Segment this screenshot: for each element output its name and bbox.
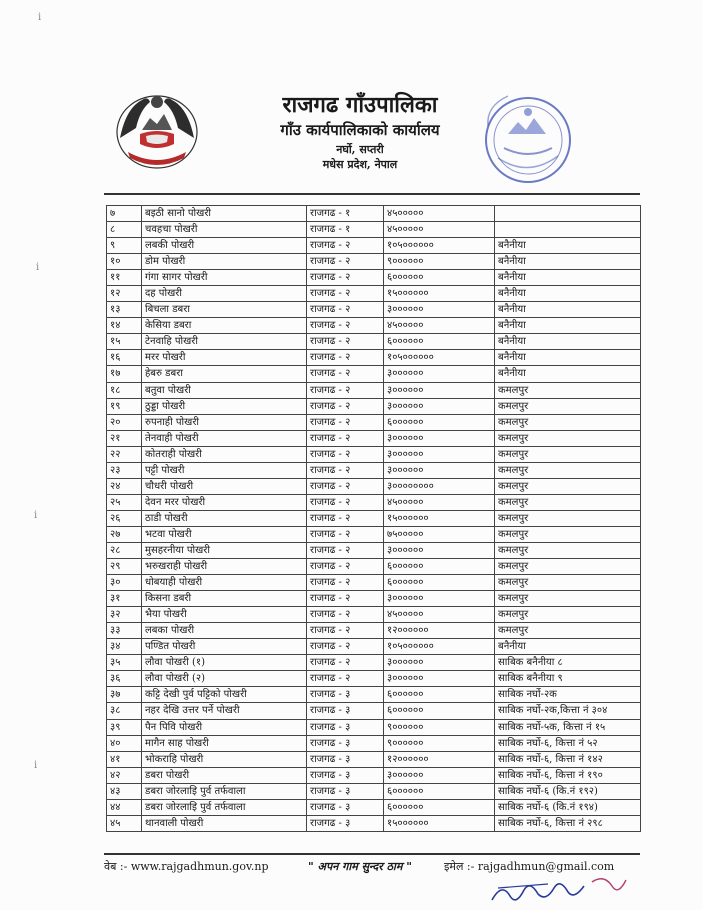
pond-name-cell: पैन पिवि पोखरी <box>142 719 307 735</box>
amount-cell: ६०००००० <box>384 270 495 286</box>
amount-cell: ३०००००० <box>384 542 495 558</box>
address-line-1: नर्घो, सप्तरी <box>336 143 384 156</box>
header-divider <box>104 193 640 195</box>
table-row <box>107 671 641 687</box>
ward-cell: राजगढ - २ <box>307 575 384 591</box>
amount-cell: ३०००००० <box>384 655 495 671</box>
pond-name-cell: डोम पोखरी <box>142 254 307 270</box>
ward-cell: राजगढ - २ <box>307 270 384 286</box>
pond-name-cell: बइठी सानो पोखरी <box>142 206 307 222</box>
remark-cell: बनैनीया <box>495 270 641 286</box>
amount-cell: १०५०००००० <box>384 238 495 254</box>
pond-name-cell: पण्डित पोखरी <box>142 639 307 655</box>
serial-number-cell: ४३ <box>107 783 142 799</box>
amount-cell: ३०००००० <box>384 302 495 318</box>
amount-cell: १२०००००० <box>384 623 495 639</box>
table-row <box>107 607 641 623</box>
table-row <box>107 494 641 510</box>
serial-number-cell: ३० <box>107 575 142 591</box>
office-stamp <box>468 86 580 198</box>
remark-cell: साबिक नर्घो-५क, कित्ता नं १५ <box>495 719 641 735</box>
amount-cell: ४५००००० <box>384 607 495 623</box>
serial-number-cell: ३७ <box>107 687 142 703</box>
ward-cell: राजगढ - ३ <box>307 783 384 799</box>
serial-number-cell: १६ <box>107 350 142 366</box>
ward-cell: राजगढ - २ <box>307 494 384 510</box>
serial-number-cell: ४२ <box>107 767 142 783</box>
serial-number-cell: १३ <box>107 302 142 318</box>
remark-cell: कमलपुर <box>495 510 641 526</box>
table-row <box>107 478 641 494</box>
remark-cell: साबिक नर्घो-६, कित्ता नं २९८ <box>495 815 641 831</box>
remark-cell: साबिक नर्घो-६, कित्ता नं १४२ <box>495 751 641 767</box>
remark-cell: कमलपुर <box>495 607 641 623</box>
ward-cell: राजगढ - ३ <box>307 799 384 815</box>
amount-cell: ९०००००० <box>384 719 495 735</box>
serial-number-cell: १२ <box>107 286 142 302</box>
pond-name-cell: लौवा पोखरी (२) <box>142 671 307 687</box>
serial-number-cell: ४१ <box>107 751 142 767</box>
serial-number-cell: २९ <box>107 559 142 575</box>
table-row <box>107 703 641 719</box>
amount-cell: ६०००००० <box>384 559 495 575</box>
remark-cell: साबिक नर्घो-२क <box>495 687 641 703</box>
amount-cell: १५०००००० <box>384 815 495 831</box>
remark-cell: कमलपुर <box>495 591 641 607</box>
pond-name-cell: भोकराहि पोखरी <box>142 751 307 767</box>
pond-name-cell: भैया पोखरी <box>142 607 307 623</box>
remark-cell: कमलपुर <box>495 526 641 542</box>
table-row <box>107 462 641 478</box>
remark-cell: कमलपुर <box>495 494 641 510</box>
amount-cell: ३०००००० <box>384 462 495 478</box>
ward-cell: राजगढ - २ <box>307 334 384 350</box>
pond-name-cell: नहर देखि उत्तर पर्ने पोखरी <box>142 703 307 719</box>
ward-cell: राजगढ - २ <box>307 382 384 398</box>
margin-mark: i <box>38 12 42 23</box>
serial-number-cell: ४५ <box>107 815 142 831</box>
ward-cell: राजगढ - २ <box>307 350 384 366</box>
pond-name-cell: डबरा पोखरी <box>142 767 307 783</box>
signature <box>488 872 628 908</box>
serial-number-cell: १४ <box>107 318 142 334</box>
letterhead <box>240 92 480 172</box>
pond-name-cell: मुसहरनीया पोखरी <box>142 542 307 558</box>
pond-name-cell: चौधरी पोखरी <box>142 478 307 494</box>
ward-cell: राजगढ - २ <box>307 254 384 270</box>
serial-number-cell: २२ <box>107 446 142 462</box>
serial-number-cell: १५ <box>107 334 142 350</box>
ward-cell: राजगढ - ३ <box>307 703 384 719</box>
serial-number-cell: २५ <box>107 494 142 510</box>
amount-cell: ६०००००० <box>384 703 495 719</box>
pond-name-cell: डबरा जोरलाइि पुर्व तर्फवाला <box>142 799 307 815</box>
table-row <box>107 350 641 366</box>
serial-number-cell: ८ <box>107 222 142 238</box>
amount-cell: १५०००००० <box>384 510 495 526</box>
table-row <box>107 238 641 254</box>
coat-of-arms-emblem <box>112 88 202 170</box>
serial-number-cell: ७ <box>107 206 142 222</box>
remark-cell: बनैनीया <box>495 302 641 318</box>
table-row <box>107 526 641 542</box>
remark-cell: कमलपुर <box>495 623 641 639</box>
serial-number-cell: २३ <box>107 462 142 478</box>
remark-cell: बनैनीया <box>495 238 641 254</box>
ward-cell: राजगढ - २ <box>307 623 384 639</box>
remark-cell: बनैनीया <box>495 366 641 382</box>
ward-cell: राजगढ - २ <box>307 639 384 655</box>
remark-cell: कमलपुर <box>495 414 641 430</box>
serial-number-cell: १९ <box>107 398 142 414</box>
amount-cell: ३०००००० <box>384 671 495 687</box>
table-body <box>107 206 641 832</box>
pond-name-cell: दह पोखरी <box>142 286 307 302</box>
amount-cell: ६०००००० <box>384 783 495 799</box>
pond-name-cell: बिचला डबरा <box>142 302 307 318</box>
table-row <box>107 639 641 655</box>
pond-name-cell: भटवा पोखरी <box>142 526 307 542</box>
remark-cell: कमलपुर <box>495 446 641 462</box>
remark-cell: कमलपुर <box>495 398 641 414</box>
serial-number-cell: ९ <box>107 238 142 254</box>
pond-name-cell: भरुखराही पोखरी <box>142 559 307 575</box>
pond-name-cell: डबरा जोरलाइि पुर्व तर्फवाला <box>142 783 307 799</box>
table-row <box>107 687 641 703</box>
table-row <box>107 254 641 270</box>
serial-number-cell: ३४ <box>107 639 142 655</box>
remark-cell <box>495 206 641 222</box>
pond-name-cell: लबकी पोखरी <box>142 238 307 254</box>
amount-cell: ४५००००० <box>384 494 495 510</box>
table-row <box>107 575 641 591</box>
remark-cell: बनैनीया <box>495 254 641 270</box>
amount-cell: ३०००००० <box>384 591 495 607</box>
table-row <box>107 623 641 639</box>
remark-cell: बनैनीया <box>495 639 641 655</box>
remark-cell: साबिक नर्घो-६ (कि.नं १९२) <box>495 783 641 799</box>
pond-name-cell: चवहचा पोखरी <box>142 222 307 238</box>
remark-cell: कमलपुर <box>495 462 641 478</box>
table-row <box>107 430 641 446</box>
remark-cell: बनैनीया <box>495 350 641 366</box>
amount-cell: ६०००००० <box>384 799 495 815</box>
remark-cell: साबिक नर्घो-६, कित्ता नं १९० <box>495 767 641 783</box>
email-text: इमेल :- rajgadhmun@gmail.com <box>444 860 615 873</box>
serial-number-cell: २८ <box>107 542 142 558</box>
footer-divider <box>104 853 640 855</box>
serial-number-cell: १७ <box>107 366 142 382</box>
amount-cell: १०५०००००० <box>384 350 495 366</box>
pond-name-cell: किसना डबरी <box>142 591 307 607</box>
table-row <box>107 414 641 430</box>
amount-cell: ३०००००० <box>384 430 495 446</box>
amount-cell: ९०००००० <box>384 254 495 270</box>
pond-name-cell: देवन मरर पोखरी <box>142 494 307 510</box>
ward-cell: राजगढ - १ <box>307 206 384 222</box>
amount-cell: १२०००००० <box>384 751 495 767</box>
amount-cell: ६०००००० <box>384 575 495 591</box>
pond-name-cell: कोतराही पोखरी <box>142 446 307 462</box>
table-row <box>107 799 641 815</box>
pond-name-cell: धोबयाही पोखरी <box>142 575 307 591</box>
amount-cell: १०५०००००० <box>384 639 495 655</box>
ward-cell: राजगढ - २ <box>307 478 384 494</box>
ward-cell: राजगढ - २ <box>307 302 384 318</box>
address-line-2: मधेस प्रदेश, नेपाल <box>322 158 398 171</box>
ward-cell: राजगढ - ३ <box>307 719 384 735</box>
ward-cell: राजगढ - २ <box>307 430 384 446</box>
pond-name-cell: बतुवा पोखरी <box>142 382 307 398</box>
remark-cell: बनैनीया <box>495 334 641 350</box>
pond-name-cell: लौवा पोखरी (१) <box>142 655 307 671</box>
pond-name-cell: मरर पोखरी <box>142 350 307 366</box>
serial-number-cell: ३६ <box>107 671 142 687</box>
amount-cell: ७५००००० <box>384 526 495 542</box>
remark-cell: कमलपुर <box>495 559 641 575</box>
pond-name-cell: थानवाली पोखरी <box>142 815 307 831</box>
table-row <box>107 222 641 238</box>
ward-cell: राजगढ - २ <box>307 414 384 430</box>
remark-cell: साबिक बनैनीया ९ <box>495 671 641 687</box>
table-row <box>107 446 641 462</box>
table-row <box>107 318 641 334</box>
serial-number-cell: १८ <box>107 382 142 398</box>
ward-cell: राजगढ - २ <box>307 542 384 558</box>
serial-number-cell: ३१ <box>107 591 142 607</box>
table-row <box>107 591 641 607</box>
remark-cell: साबिक बनैनीया ८ <box>495 655 641 671</box>
serial-number-cell: १० <box>107 254 142 270</box>
motto-text: " अपन गाम सुन्दर ठाम " <box>308 860 412 873</box>
table-row <box>107 655 641 671</box>
table-row <box>107 767 641 783</box>
amount-cell: ३०००००० <box>384 767 495 783</box>
remark-cell: कमलपुर <box>495 382 641 398</box>
pond-name-cell: ठाडी पोखरी <box>142 510 307 526</box>
ward-cell: राजगढ - २ <box>307 526 384 542</box>
amount-cell: ६०००००० <box>384 334 495 350</box>
ward-cell: राजगढ - २ <box>307 446 384 462</box>
table-row <box>107 270 641 286</box>
table-row <box>107 783 641 799</box>
ward-cell: राजगढ - २ <box>307 366 384 382</box>
table-row <box>107 815 641 831</box>
ward-cell: राजगढ - २ <box>307 671 384 687</box>
pond-name-cell: हेबरु डबरा <box>142 366 307 382</box>
table-row <box>107 302 641 318</box>
remark-cell: कमलपुर <box>495 478 641 494</box>
pond-name-cell: टेनवाहि पोखरी <box>142 334 307 350</box>
amount-cell: ६०००००० <box>384 414 495 430</box>
serial-number-cell: २६ <box>107 510 142 526</box>
ward-cell: राजगढ - २ <box>307 559 384 575</box>
municipality-name: राजगढ गाँउपालिका <box>282 92 438 118</box>
table-row <box>107 735 641 751</box>
table-row <box>107 382 641 398</box>
serial-number-cell: २७ <box>107 526 142 542</box>
serial-number-cell: २१ <box>107 430 142 446</box>
serial-number-cell: ११ <box>107 270 142 286</box>
pond-list-table <box>106 205 641 832</box>
ward-cell: राजगढ - २ <box>307 286 384 302</box>
remark-cell: कमलपुर <box>495 542 641 558</box>
amount-cell: १५०००००० <box>384 286 495 302</box>
amount-cell: ३०००००० <box>384 398 495 414</box>
amount-cell: ४५००००० <box>384 222 495 238</box>
margin-mark: i <box>34 760 38 771</box>
ward-cell: राजगढ - २ <box>307 398 384 414</box>
ward-cell: राजगढ - २ <box>307 591 384 607</box>
ward-cell: राजगढ - ३ <box>307 735 384 751</box>
pond-name-cell: कट्टि देखी पुर्व पट्टिको पोखरी <box>142 687 307 703</box>
amount-cell: ३०००००० <box>384 366 495 382</box>
pond-name-cell: तेनवाही पोखरी <box>142 430 307 446</box>
table-row <box>107 542 641 558</box>
amount-cell: ४५००००० <box>384 318 495 334</box>
remark-cell: साबिक नर्घो-६, कित्ता नं ५२ <box>495 735 641 751</box>
serial-number-cell: ४४ <box>107 799 142 815</box>
ward-cell: राजगढ - ३ <box>307 767 384 783</box>
amount-cell: ३०००००००० <box>384 478 495 494</box>
amount-cell: ९०००००० <box>384 735 495 751</box>
serial-number-cell: ३५ <box>107 655 142 671</box>
serial-number-cell: ३९ <box>107 719 142 735</box>
amount-cell: ६०००००० <box>384 687 495 703</box>
ward-cell: राजगढ - २ <box>307 655 384 671</box>
pond-name-cell: गंगा सागर पोखरी <box>142 270 307 286</box>
pond-name-cell: पट्टी पोखरी <box>142 462 307 478</box>
margin-mark: i <box>34 510 38 521</box>
table-row <box>107 751 641 767</box>
ward-cell: राजगढ - ३ <box>307 687 384 703</box>
serial-number-cell: २० <box>107 414 142 430</box>
table-row <box>107 206 641 222</box>
ward-cell: राजगढ - २ <box>307 318 384 334</box>
table-row <box>107 366 641 382</box>
remark-cell: बनैनीया <box>495 318 641 334</box>
table-row <box>107 286 641 302</box>
website-text: वेब :- www.rajgadhmun.gov.np <box>104 860 269 873</box>
serial-number-cell: ३२ <box>107 607 142 623</box>
serial-number-cell: ४० <box>107 735 142 751</box>
remark-cell: साबिक नर्घो-२क,कित्ता नं ३०४ <box>495 703 641 719</box>
serial-number-cell: ३३ <box>107 623 142 639</box>
pond-name-cell: लबका पोखरी <box>142 623 307 639</box>
ward-cell: राजगढ - ३ <box>307 815 384 831</box>
office-name: गाँउ कार्यपालिकाको कार्यालय <box>280 121 440 139</box>
table-row <box>107 334 641 350</box>
serial-number-cell: २४ <box>107 478 142 494</box>
ward-cell: राजगढ - २ <box>307 462 384 478</box>
remark-cell: कमलपुर <box>495 575 641 591</box>
remark-cell: कमलपुर <box>495 430 641 446</box>
pond-name-cell: केसिया डबरा <box>142 318 307 334</box>
margin-mark: i <box>36 262 40 273</box>
remark-cell: बनैनीया <box>495 286 641 302</box>
serial-number-cell: ३८ <box>107 703 142 719</box>
ward-cell: राजगढ - २ <box>307 607 384 623</box>
table-row <box>107 559 641 575</box>
pond-name-cell: ठुड्डा पोखरी <box>142 398 307 414</box>
amount-cell: ३०००००० <box>384 382 495 398</box>
amount-cell: ४५००००० <box>384 206 495 222</box>
table-row <box>107 510 641 526</box>
remark-cell <box>495 222 641 238</box>
pond-name-cell: मागैन साह पोखरी <box>142 735 307 751</box>
pond-name-cell: रुपनाही पोखरी <box>142 414 307 430</box>
ward-cell: राजगढ - ३ <box>307 751 384 767</box>
ward-cell: राजगढ - २ <box>307 238 384 254</box>
amount-cell: ३०००००० <box>384 446 495 462</box>
remark-cell: साबिक नर्घो-६ (कि.नं १९४) <box>495 799 641 815</box>
table-row <box>107 719 641 735</box>
ward-cell: राजगढ - १ <box>307 222 384 238</box>
table-row <box>107 398 641 414</box>
ward-cell: राजगढ - २ <box>307 510 384 526</box>
